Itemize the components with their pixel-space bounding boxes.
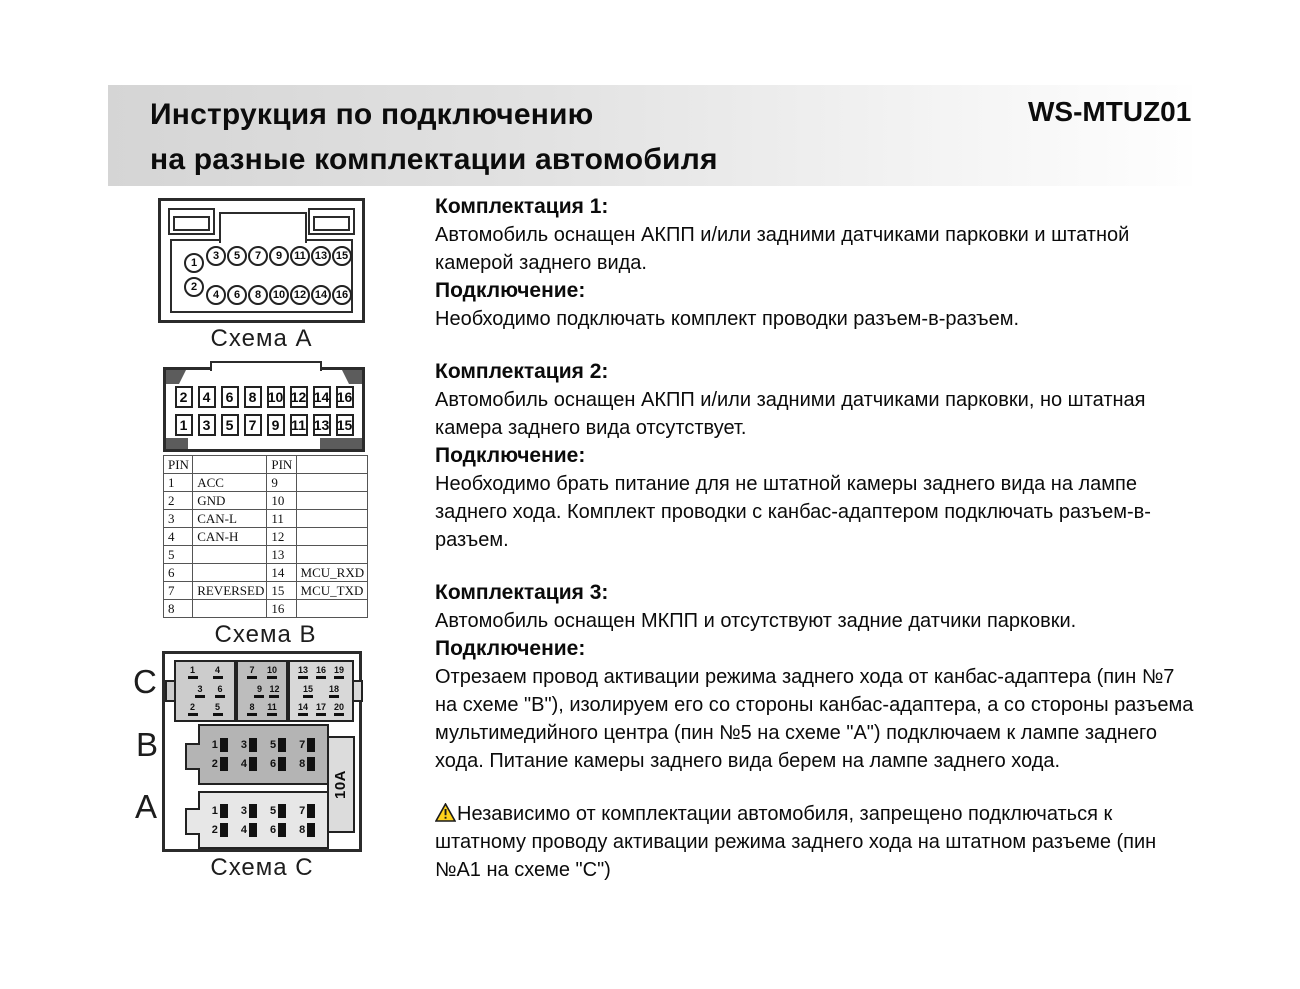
pin-bar: 6 [270, 823, 286, 837]
pin-bar: 3 [241, 804, 257, 818]
section-heading: Комплектация 2: [435, 360, 609, 383]
pin-table-cell [296, 510, 367, 528]
pin-table-header: PIN [164, 456, 193, 474]
pin-bar: 2 [212, 757, 228, 771]
pin-bar: 4 [241, 757, 257, 771]
connector-b-top-row [172, 386, 356, 408]
pin-table [163, 455, 368, 618]
pin-label: 5 [213, 703, 223, 716]
pin-label: 16 [316, 666, 326, 679]
header-band [108, 85, 1192, 186]
pin-bar: 4 [241, 823, 257, 837]
iso-c-pin-row [180, 666, 230, 679]
section-config-1 [435, 193, 1197, 333]
connector-a-face-raise [219, 212, 307, 243]
iso-block-c-tab [354, 680, 363, 702]
iso-row-letter-b: B [136, 726, 159, 763]
model-code: WS-MTUZ01 [1028, 96, 1192, 127]
fuse-label: 10A [332, 769, 350, 800]
pin-label: 10 [267, 666, 277, 679]
pin-table-cell [296, 528, 367, 546]
pin-label: 14 [298, 703, 308, 716]
pin-square: 8 [244, 386, 262, 408]
pin-table-row [164, 492, 368, 510]
pin-circle: 3 [206, 246, 226, 266]
connector-a-bottom-row [206, 285, 352, 305]
pin-table-cell: 5 [164, 546, 193, 564]
pin-table-cell: 13 [267, 546, 296, 564]
page-title-line1: Инструкция по подключению [150, 98, 594, 131]
pin-table-cell: REVERSED [193, 582, 267, 600]
pin-label: 3 [195, 685, 205, 698]
iso-block-c-section [288, 660, 354, 722]
pin-table-row [164, 546, 368, 564]
pin-table-cell: CAN-H [193, 528, 267, 546]
pin-table-row [164, 528, 368, 546]
pin-table-cell [193, 564, 267, 582]
pin-label: 9 [254, 685, 264, 698]
pin-circle: 8 [248, 285, 268, 305]
pin-square: 2 [175, 386, 193, 408]
pin-table-row [164, 474, 368, 492]
pin-bar: 3 [241, 738, 257, 752]
iso-row-letter-a: A [135, 788, 158, 825]
pin-bar: 1 [212, 804, 228, 818]
pin-circle: 9 [269, 246, 289, 266]
schema-a-label: Схема A [210, 325, 313, 352]
pin-square: 5 [221, 414, 239, 436]
iso-block-c-section [174, 660, 236, 722]
instructions-column [435, 193, 1197, 884]
section-body: Автомобиль оснащен АКПП и/или задними датчиками парковки, но штатная камера заднего вида отсутствует. [435, 389, 1146, 439]
warning-note [435, 800, 1197, 884]
pin-square: 7 [244, 414, 262, 436]
connector-a-latch-left [168, 208, 215, 235]
pin-table-header: PIN [267, 456, 296, 474]
pin-table-row [164, 510, 368, 528]
iso-block-c-section [236, 660, 288, 722]
pin-square: 10 [267, 386, 285, 408]
pin-table-cell: 1 [164, 474, 193, 492]
pin-table-cell: 4 [164, 528, 193, 546]
pin-circle: 2 [184, 277, 204, 297]
connector-b-diagram [163, 367, 365, 452]
pin-square: 16 [336, 386, 354, 408]
pin-label: 13 [298, 666, 308, 679]
pin-table-header [193, 456, 267, 474]
pin-bar: 1 [212, 738, 228, 752]
pin-circle: 12 [290, 285, 310, 305]
iso-block-a-tab [185, 808, 200, 835]
warning-text: Независимо от комплектации автомобиля, запрещено подключаться к штатному проводу активации режима заднего хода на штатном разъеме (пин №А1 на схеме "С") [435, 803, 1157, 881]
pin-bar: 5 [270, 804, 286, 818]
pin-table-cell [193, 600, 267, 618]
iso-block-a [198, 791, 329, 849]
pin-label: 2 [188, 703, 198, 716]
schema-c-label: Схема C [210, 854, 314, 881]
pin-square: 13 [313, 414, 331, 436]
iso-block-b-top-row [200, 738, 327, 752]
iso-c-pin-row [294, 685, 348, 698]
section-subbody: Необходимо подключать комплект проводки разъем-в-разъем. [435, 308, 1020, 330]
pin-table-cell [296, 546, 367, 564]
pin-circle: 15 [332, 246, 352, 266]
schema-b-label: Схема B [214, 621, 317, 648]
section-body: Автомобиль оснащен МКПП и отсутствуют задние датчики парковки. [435, 610, 1077, 632]
pin-label: 12 [269, 685, 279, 698]
pin-circle: 14 [311, 285, 331, 305]
pin-table-cell: 11 [267, 510, 296, 528]
pin-square: 6 [221, 386, 239, 408]
pin-bar: 7 [299, 738, 315, 752]
pin-square: 4 [198, 386, 216, 408]
pin-circle: 1 [184, 253, 204, 273]
pin-table-cell: 10 [267, 492, 296, 510]
pin-table-body [164, 456, 368, 618]
iso-block-b-tab [185, 743, 200, 770]
pin-circle: 11 [290, 246, 310, 266]
section-config-2 [435, 358, 1197, 554]
iso-c-pin-row [242, 666, 282, 679]
pin-square: 12 [290, 386, 308, 408]
connector-a-latch-right [308, 208, 355, 235]
pin-circle: 7 [248, 246, 268, 266]
pin-label: 17 [316, 703, 326, 716]
pin-table-cell [296, 600, 367, 618]
iso-c-pin-row [180, 703, 230, 716]
pin-table-cell: MCU_TXD [296, 582, 367, 600]
pin-label: 7 [247, 666, 257, 679]
pin-square: 11 [290, 414, 308, 436]
connector-b-bottom-row [172, 414, 356, 436]
pin-bar: 8 [299, 823, 315, 837]
pin-table-cell: 9 [267, 474, 296, 492]
pin-table-row [164, 600, 368, 618]
pin-square: 14 [313, 386, 331, 408]
pin-table-cell: 12 [267, 528, 296, 546]
iso-block-c [174, 660, 354, 722]
pin-bar: 5 [270, 738, 286, 752]
section-config-3 [435, 579, 1197, 775]
connector-a-top-row [206, 246, 352, 266]
pin-label: 1 [188, 666, 198, 679]
section-heading: Комплектация 1: [435, 195, 609, 218]
pin-table-cell: 7 [164, 582, 193, 600]
pin-label: 19 [334, 666, 344, 679]
pin-table-row [164, 582, 368, 600]
warning-triangle-icon [435, 803, 456, 822]
pin-table-cell: CAN-L [193, 510, 267, 528]
pin-label: 20 [334, 703, 344, 716]
pin-circle: 13 [311, 246, 331, 266]
pin-bar: 7 [299, 804, 315, 818]
pin-table-cell [193, 546, 267, 564]
page-title [150, 92, 718, 182]
section-heading: Комплектация 3: [435, 581, 609, 604]
section-subheading: Подключение: [435, 444, 586, 467]
iso-c-pin-row [294, 703, 348, 716]
pin-table-cell: 6 [164, 564, 193, 582]
section-subbody: Отрезаем провод активации режима заднего хода от канбас-адаптера (пин №7 на схеме "B"), изолируем его со стороны канбас-адаптера, а со стороны разъема мультимедийного центра (пин №5 на схеме "A") подключаем к лампе заднего хода. Питание камеры заднего вида берем на лампе заднего хода. [435, 666, 1194, 772]
iso-row-letter-c: C [133, 663, 157, 700]
pin-square: 9 [267, 414, 285, 436]
pin-label: 8 [247, 703, 257, 716]
pin-square: 15 [336, 414, 354, 436]
pin-table-header-row [164, 456, 368, 474]
pin-table-cell: 2 [164, 492, 193, 510]
pin-table-cell: 15 [267, 582, 296, 600]
pin-label: 11 [267, 703, 277, 716]
pin-table-cell [296, 474, 367, 492]
pin-table-header [296, 456, 367, 474]
pin-circle: 16 [332, 285, 352, 305]
pin-table-row [164, 564, 368, 582]
pin-circle: 4 [206, 285, 226, 305]
section-subheading: Подключение: [435, 637, 586, 660]
connector-b-pin-rows [172, 380, 356, 441]
pin-table-cell: MCU_RXD [296, 564, 367, 582]
iso-c-pin-row [242, 685, 282, 698]
pin-bar: 2 [212, 823, 228, 837]
pin-label: 15 [303, 685, 313, 698]
pin-circle: 10 [269, 285, 289, 305]
fuse-10a [327, 736, 355, 833]
pin-square: 1 [175, 414, 193, 436]
pin-table-cell: 16 [267, 600, 296, 618]
pin-label: 4 [213, 666, 223, 679]
pin-circle: 5 [227, 246, 247, 266]
pin-bar: 8 [299, 757, 315, 771]
section-subbody: Необходимо брать питание для не штатной камеры заднего вида на лампе заднего хода. Комплект проводки с канбас-адаптером подключать разъем-в-разъем. [435, 473, 1151, 551]
pin-table-cell: 3 [164, 510, 193, 528]
pin-label: 6 [215, 685, 225, 698]
pin-square: 3 [198, 414, 216, 436]
iso-c-pin-row [180, 685, 230, 698]
connector-a-diagram [158, 198, 365, 323]
pin-table-cell: GND [193, 492, 267, 510]
page-title-line2: на разные комплектации автомобиля [150, 143, 718, 176]
pin-circle: 6 [227, 285, 247, 305]
pin-table-cell: 8 [164, 600, 193, 618]
iso-block-a-bottom-row [200, 823, 327, 837]
pin-bar: 6 [270, 757, 286, 771]
iso-block-a-top-row [200, 804, 327, 818]
pin-table-cell: ACC [193, 474, 267, 492]
iso-block-b-bottom-row [200, 757, 327, 771]
pin-table-cell: 14 [267, 564, 296, 582]
connector-c-diagram [162, 651, 362, 852]
pin-label: 18 [329, 685, 339, 698]
section-body: Автомобиль оснащен АКПП и/или задними датчиками парковки и штатной камерой заднего вида. [435, 224, 1130, 274]
iso-block-b [198, 724, 329, 785]
pin-table-cell [296, 492, 367, 510]
iso-c-pin-row [294, 666, 348, 679]
connector-b-tab [210, 361, 322, 371]
iso-c-pin-row [242, 703, 282, 716]
section-subheading: Подключение: [435, 279, 586, 302]
iso-block-c-tab [165, 680, 174, 702]
